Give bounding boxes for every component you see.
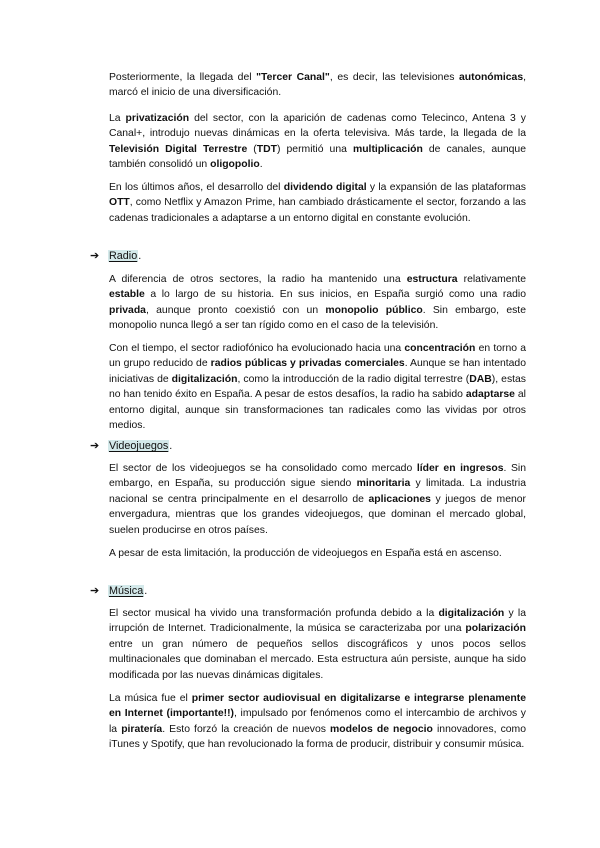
- bold-term: Televisión Digital Terrestre: [109, 143, 248, 155]
- section-heading-musica: ➔ Música.: [90, 585, 148, 597]
- bold-term: TDT: [256, 143, 277, 155]
- bold-term: digitalización: [171, 373, 238, 385]
- bold-term: multiplicación: [352, 143, 423, 155]
- paragraph-radio-2: [109, 341, 526, 433]
- arrow-icon: ➔: [90, 250, 100, 262]
- bold-term: dividendo digital: [283, 182, 367, 193]
- text-run: y limitada. La industria nacional se centra principalmente en el desarrollo de: [109, 478, 527, 505]
- bold-term: privada: [109, 304, 146, 316]
- bold-term: minoritaria: [356, 478, 411, 490]
- bold-term: radios públicas y privadas comerciales: [210, 358, 405, 370]
- bold-term: digitalización: [438, 608, 505, 619]
- text-run: . Sin embargo, este monopolio nunca llegó a ser tan rígido como en el caso de la televisión.: [109, 304, 526, 332]
- bold-term: oligopolio: [210, 159, 260, 171]
- text-run: ), estas no han tenido éxito en España. A pesar de estos desafíos, la radio ha sabido: [109, 373, 526, 401]
- text-run: entre un gran número de pequeños sellos discográficos y unos pocos sellos multinacionales que dominaban el mercado. Esta estructura aún persiste, aunque ha sido modificada por las nuevas dinámicas digitales.: [109, 638, 526, 681]
- text-run: a lo largo de su historia. En sus inicios, en España surgió como una radio: [144, 289, 526, 301]
- text-run: . Sin embargo, en España, su producción sigue siendo: [109, 463, 527, 490]
- paragraph-videojuegos-1: [109, 461, 526, 538]
- text-run: innovadores, como iTunes y Spotify, que han revolucionado la forma de producir, distribuir y consumir música.: [109, 723, 526, 751]
- paragraph-radio-1: [109, 272, 526, 334]
- heading-radio-title: Radio: [109, 250, 138, 262]
- paragraph-musica-1: [109, 606, 526, 683]
- text-run: y juegos de menor envergadura, mientras que los grandes videojuegos, que dominan el mercado global, suelen producirse en otros países.: [109, 493, 526, 536]
- text-run: , marcó el inicio de una diversificación.: [109, 72, 526, 99]
- paragraph-tv-3: [109, 180, 526, 226]
- paragraph-videojuegos-2: [109, 546, 526, 561]
- section-heading-radio: ➔ Radio.: [90, 250, 142, 262]
- bold-term: monopolio público: [325, 304, 423, 316]
- text-run: La: [109, 113, 126, 124]
- paragraph-musica-2: [109, 691, 526, 753]
- text-run: ) permitió una: [276, 143, 353, 155]
- paragraph-tv-1: [109, 70, 526, 101]
- bold-term: líder en ingresos: [416, 463, 504, 474]
- text-run: El sector musical ha vivido una transformación profunda debido a la: [109, 608, 439, 619]
- text-run: , es decir, las televisiones: [329, 72, 460, 83]
- text-run: A pesar de esta limitación, la producción de videojuegos en España está en ascenso.: [109, 548, 502, 559]
- bold-term: polarización: [465, 623, 526, 635]
- heading-videojuegos-title: Videojuegos: [109, 440, 169, 452]
- bold-term: adaptarse: [465, 389, 515, 401]
- arrow-icon: ➔: [90, 585, 100, 597]
- bold-term: privatización: [125, 113, 190, 124]
- text-run: El sector de los videojuegos se ha consolidado como mercado: [109, 463, 417, 474]
- text-run: .: [259, 159, 263, 171]
- text-run: , como Netflix y Amazon Prime, han cambiado drásticamente el sector, forzando a las cadenas tradicionales a adaptarse a un entorno digital en constante evolución.: [109, 197, 526, 224]
- bold-term: autonómicas: [459, 72, 524, 83]
- text-run: , impulsado por fenómenos como el intercambio de archivos y la: [109, 708, 526, 735]
- text-run: en torno a un grupo reducido de: [109, 343, 526, 370]
- text-run: . Aunque se han intentado iniciativas de: [109, 358, 526, 385]
- text-run: relativamente: [457, 274, 527, 285]
- text-run: , como la introducción de la radio digital terrestre (: [237, 373, 470, 385]
- bold-term: aplicaciones: [368, 493, 431, 505]
- heading-musica-title: Música: [109, 585, 144, 597]
- bold-term: concentración: [404, 343, 476, 354]
- bold-term: DAB: [469, 373, 492, 385]
- bold-term: primer sector audiovisual en digitalizarse e integrarse plenamente en Internet (importante!!): [109, 693, 526, 720]
- text-run: . Esto forzó la creación de nuevos: [162, 723, 331, 735]
- text-run: y la expansión de las plataformas: [366, 182, 526, 193]
- text-run: del sector, con la aparición de cadenas como Telecinco, Antena 3 y Canal+, introdujo nuevas dinámicas en la oferta televisiva. Más tarde, la llegada de la: [109, 113, 526, 140]
- text-run: La música fue el: [109, 693, 192, 704]
- text-run: , aunque pronto coexistió con un: [145, 304, 326, 316]
- bold-term: modelos de negocio: [330, 723, 433, 735]
- text-run: En los últimos años, el desarrollo del: [109, 182, 284, 193]
- text-run: Posteriormente, la llegada del: [109, 72, 257, 83]
- text-run: y la irrupción de Internet. Tradicionalmente, la música se caracterizaba por una: [109, 608, 527, 635]
- bold-term: piratería: [121, 723, 163, 735]
- text-run: (: [247, 143, 257, 155]
- text-run: A diferencia de otros sectores, la radio ha mantenido una: [109, 274, 407, 285]
- bold-term: "Tercer Canal": [256, 72, 330, 83]
- bold-term: estructura: [406, 274, 458, 285]
- bold-term: estable: [109, 289, 145, 301]
- text-run: al entorno digital, aunque sin transformaciones tan radicales como las vividas por otros medios.: [109, 389, 526, 432]
- text-run: de canales, aunque también consolidó un: [109, 143, 526, 171]
- section-heading-videojuegos: ➔ Videojuegos.: [90, 440, 173, 452]
- bold-term: OTT: [109, 197, 130, 209]
- paragraph-tv-2: [109, 111, 526, 173]
- text-run: Con el tiempo, el sector radiofónico ha evolucionado hacia una: [109, 343, 405, 354]
- arrow-icon: ➔: [90, 440, 100, 452]
